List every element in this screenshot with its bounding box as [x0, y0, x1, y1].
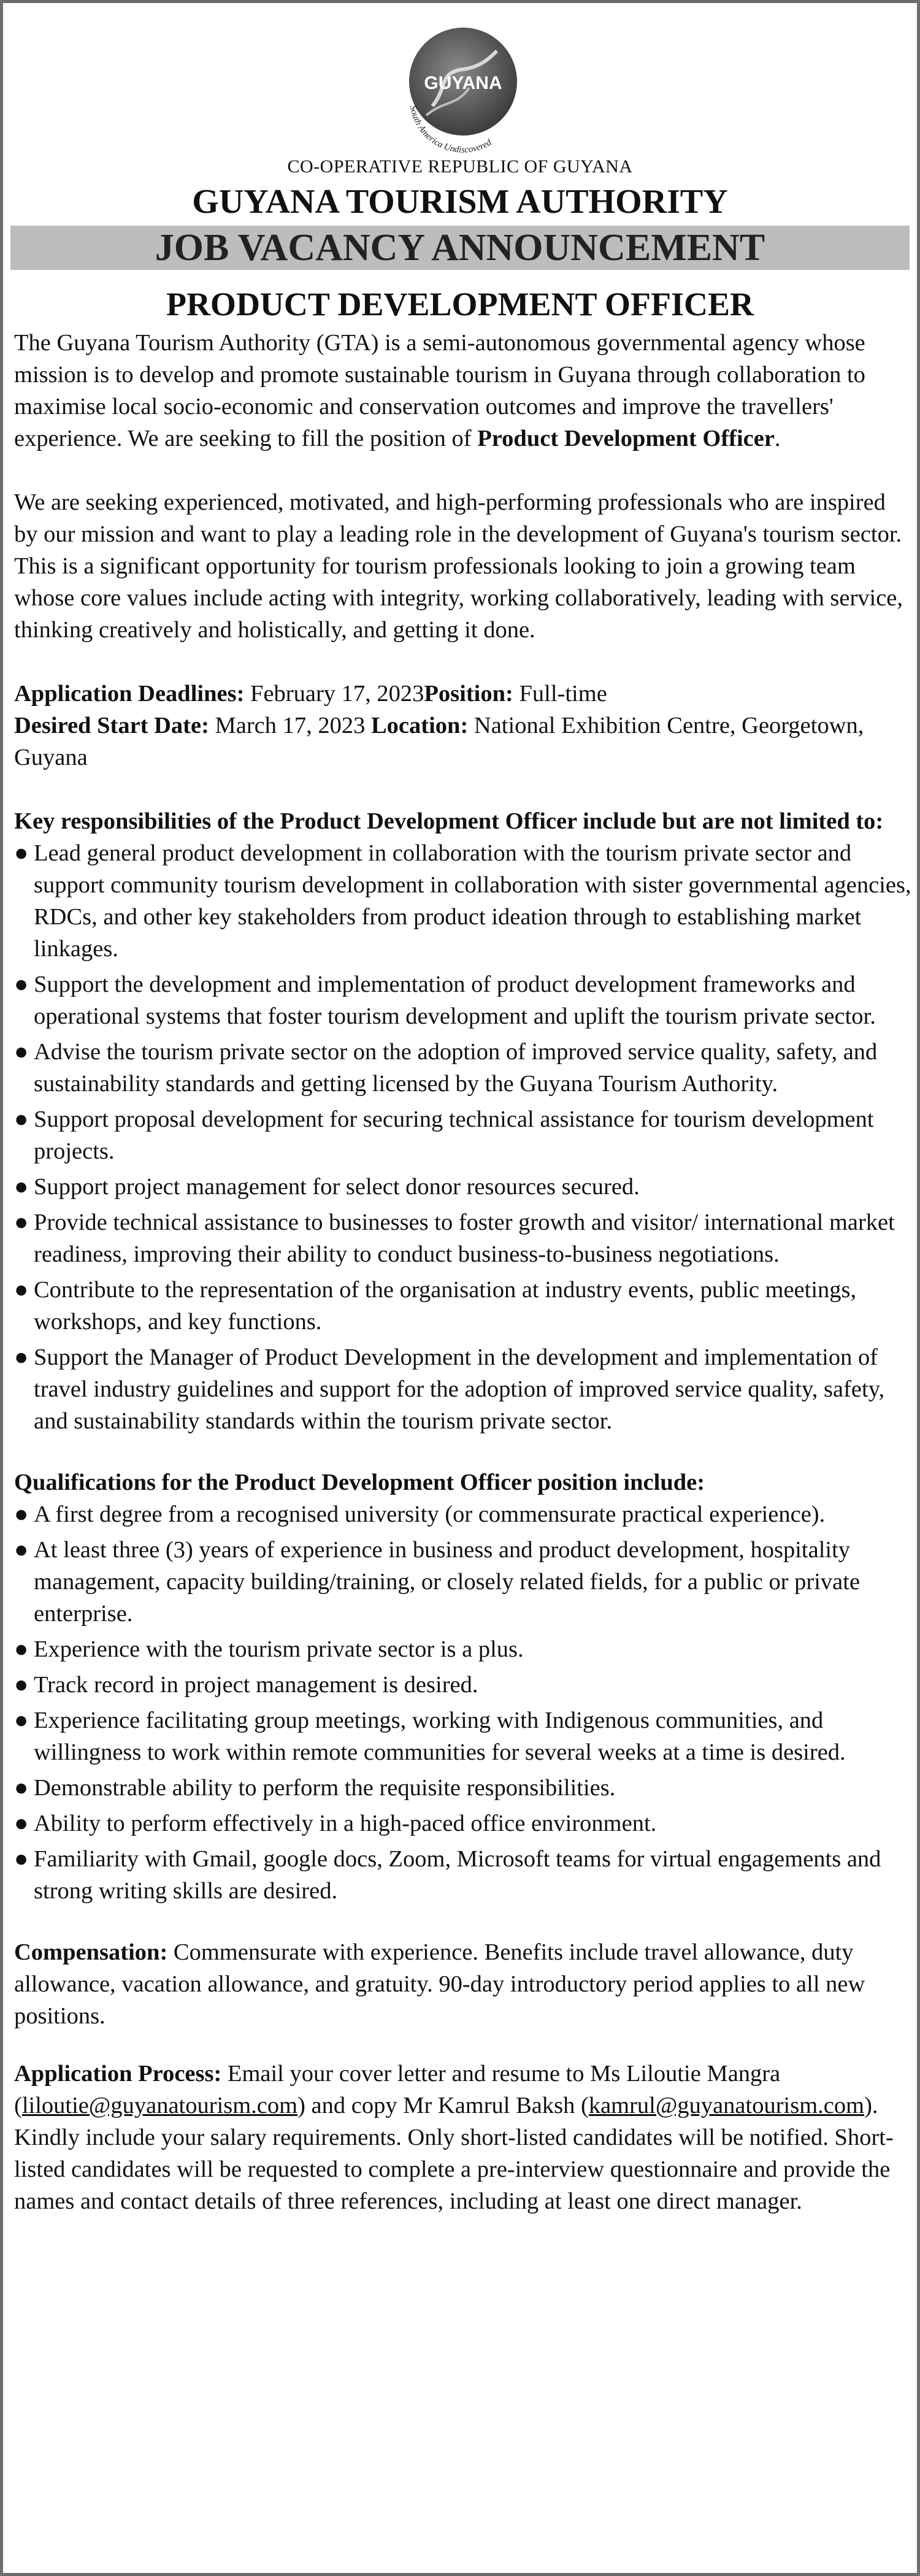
email-link-liloutie[interactable]: liloutie@guyanatourism.com: [21, 2093, 298, 2118]
logo-tagline: South America Undiscovered: [407, 104, 494, 155]
mission-paragraph: We are seeking experienced, motivated, and high-performing professionals who are inspired by our mission and want to play a leading role in the development of Guyana's tourism sector. This is a significant opportunity for tourism professionals looking to join a growing team whose core values include acting with integrity, working collaboratively, leading with service, thinking creatively and holistically, and getting it done.: [14, 489, 903, 643]
bullet-icon: ●: [14, 840, 29, 866]
bullet-icon: ●: [14, 1209, 29, 1235]
gta-logo: [389, 14, 537, 155]
logo-name: GUYANA: [424, 73, 502, 93]
position-title: PRODUCT DEVELOPMENT OFFICER: [166, 286, 754, 323]
intro-paragraph: [14, 327, 912, 454]
start-date-label: Desired Start Date:: [14, 713, 209, 738]
application-paragraph: Application Process: Email your cover letter and resume to Ms Liloutie Mangra (liloutie@guyanatourism.com) and copy Mr Kamrul Baksh (kamrul@guyanatourism.com). Kindly include your salary requirements. Only short-listed candidates will be notified. Short-listed candidates will be requested to complete a pre-interview questionnaire and provide the names and contact details of three references, including at least one direct manager.: [14, 2061, 894, 2214]
list-item: ● Support the development and implementation of product development frameworks and operational systems that foster tourism development and uplift the tourism private sector.: [14, 968, 912, 1032]
list-item: ● Experience with the tourism private sector is a plus.: [14, 1633, 912, 1665]
list-item: ● Track record in project management is desired.: [14, 1669, 912, 1701]
list-item: ● Contribute to the representation of the organisation at industry events, public meetings, workshops, and key functions.: [14, 1274, 912, 1338]
intro-position-bold: Product Development Officer: [477, 426, 775, 451]
list-item: ● Provide technical assistance to businesses to foster growth and visitor/ international market readiness, improving their ability to conduct business-to-business negotiations.: [14, 1206, 912, 1270]
bullet-icon: ●: [14, 1636, 29, 1662]
compensation-text: Commensurate with experience. Benefits include travel allowance, duty allowance, vacation allowance, and gratuity. 90-day introductory period applies to all new positions.: [14, 1939, 865, 2029]
deadline-label: Application Deadlines:: [14, 681, 245, 707]
list-item: ● Support proposal development for securing technical assistance for tourism development projects.: [14, 1103, 912, 1167]
qualifications-list: [14, 1498, 912, 1907]
bullet-icon: ●: [14, 1344, 29, 1370]
qualifications-heading: Qualifications for the Product Development Officer position include:: [14, 1470, 705, 1495]
list-item: ● At least three (3) years of experience in business and product development, hospitality management, capacity building/training, or closely related fields, for a public or private enterprise.: [14, 1534, 912, 1630]
bullet-icon: ●: [14, 1106, 29, 1132]
responsibilities-heading: Key responsibilities of the Product Development Officer include but are not limited to:: [14, 808, 884, 834]
position-label: Position:: [424, 681, 513, 707]
location-label: Location:: [371, 713, 469, 738]
bullet-icon: ●: [14, 1811, 29, 1836]
list-item: ● Advise the tourism private sector on the adoption of improved service quality, safety, and sustainability standards and getting licensed by the Guyana Tourism Authority.: [14, 1036, 912, 1100]
details-block: [14, 678, 912, 773]
responsibilities-list: [14, 837, 912, 1437]
list-item: ● Support project management for select donor resources secured.: [14, 1171, 912, 1203]
bullet-icon: ●: [14, 1672, 29, 1698]
bullet-icon: ●: [14, 1846, 29, 1872]
list-item: ● Support the Manager of Product Development in the development and implementation of travel industry guidelines and support for the adoption of improved service quality, safety, and sustainability standards within the tourism private sector.: [14, 1341, 912, 1437]
location-value: National Exhibition Centre, Georgetown, Guyana: [14, 713, 864, 770]
list-item: ● Lead general product development in collaboration with the tourism private sector and support community tourism development in collaboration with sister governmental agencies, RDCs, and other key stakeholders from product ideation through to establishing market linkages.: [14, 837, 912, 965]
bullet-icon: ●: [14, 1708, 29, 1733]
bullet-icon: ●: [14, 1537, 29, 1563]
republic-title: CO-OPERATIVE REPUBLIC OF GUYANA: [287, 156, 633, 177]
bullet-icon: ●: [14, 1039, 29, 1065]
bullet-icon: ●: [14, 972, 29, 997]
list-item: ● Demonstrable ability to perform the requisite responsibilities.: [14, 1772, 912, 1804]
intro-end: .: [774, 426, 781, 451]
application-label: Application Process:: [14, 2061, 222, 2087]
email-link-kamrul[interactable]: kamrul@guyanatourism.com: [588, 2093, 865, 2118]
gta-logo-icon: [389, 14, 537, 155]
list-item: ● Familiarity with Gmail, google docs, Zoom, Microsoft teams for virtual engagements and strong writing skills are desired.: [14, 1843, 912, 1907]
intro-text: The Guyana Tourism Authority (GTA) is a semi-autonomous governmental agency whose mission is to develop and promote sustainable tourism in Guyana through collaboration to maximise local socio-economic and conservation outcomes and improve the travellers' experience. We are seeking to fill the position of: [14, 330, 865, 451]
vacancy-banner: JOB VACANCY ANNOUNCEMENT: [10, 226, 910, 270]
position-value: Full-time: [513, 681, 607, 707]
compensation-label: Compensation:: [14, 1939, 168, 1965]
list-item: ● Ability to perform effectively in a high-paced office environment.: [14, 1807, 912, 1839]
announcement-body: [14, 327, 912, 2217]
list-item: ● A first degree from a recognised university (or commensurate practical experience).: [14, 1498, 912, 1530]
bullet-icon: ●: [14, 1501, 29, 1527]
authority-title: GUYANA TOURISM AUTHORITY: [192, 183, 728, 221]
compensation-paragraph: [14, 1936, 912, 2032]
deadline-value: February 17, 2023: [244, 681, 424, 707]
bullet-icon: ●: [14, 1775, 29, 1801]
start-date-value: March 17, 2023: [209, 713, 371, 738]
bullet-icon: ●: [14, 1277, 29, 1303]
bullet-icon: ●: [14, 1174, 29, 1200]
list-item: ● Experience facilitating group meetings, working with Indigenous communities, and willingness to work within remote communities for several weeks at a time is desired.: [14, 1704, 912, 1768]
